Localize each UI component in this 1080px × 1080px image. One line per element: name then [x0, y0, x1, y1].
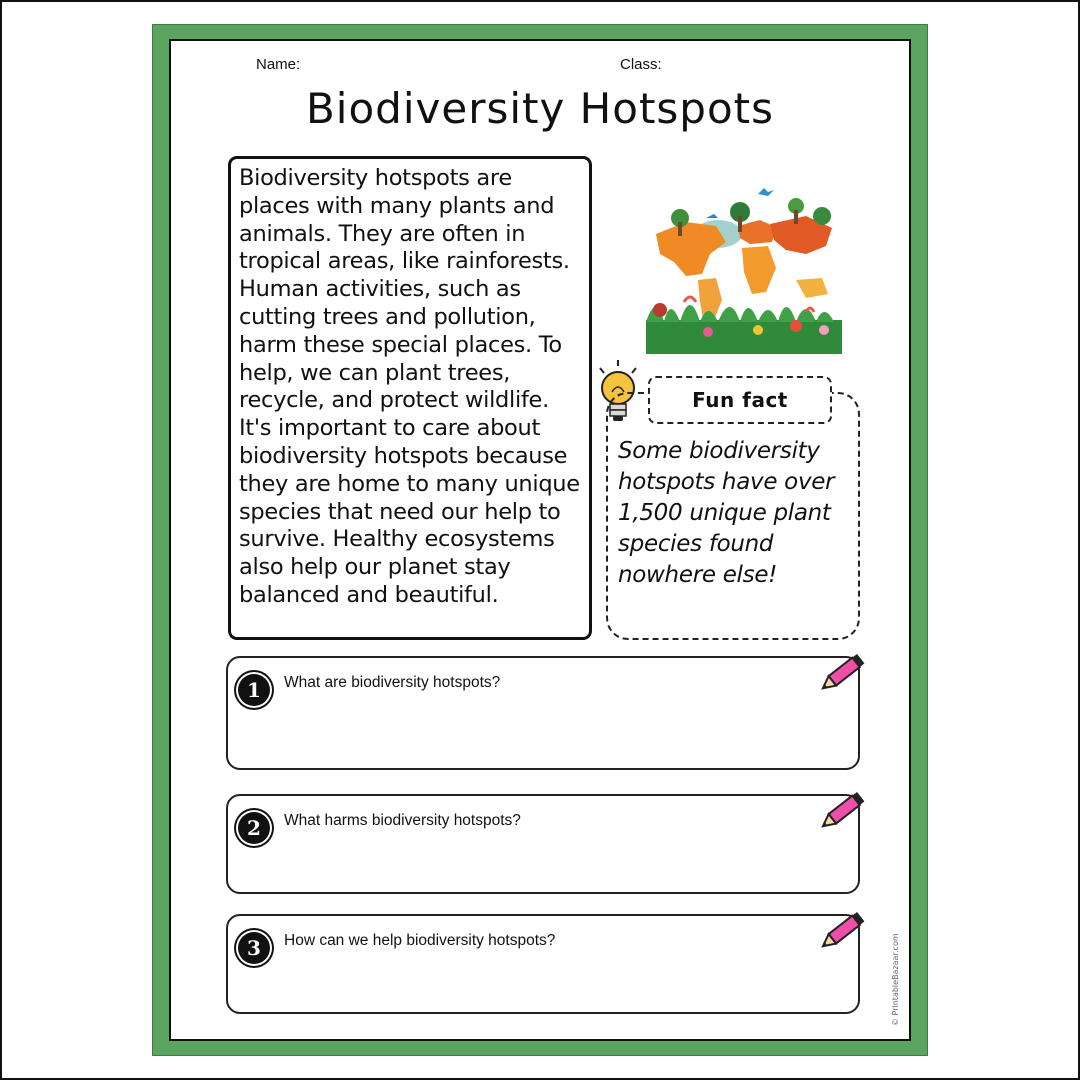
question-box-2[interactable] [226, 794, 860, 894]
question-text: What harms biodiversity hotspots? [284, 812, 521, 829]
question-box-3[interactable] [226, 914, 860, 1014]
question-text: How can we help biodiversity hotspots? [284, 932, 556, 949]
question-text: What are biodiversity hotspots? [284, 674, 501, 691]
pencil-icon [816, 786, 872, 836]
fun-fact-heading: Fun fact [648, 376, 832, 424]
copyright-text: © PrintableBazaar.com [891, 933, 900, 1026]
reading-passage-text: Biodiversity hotspots are places with many plants and animals. They are often in tropical areas, like rainforests. Human activities, such as cutting trees and pollution, harm these special places. To help, we can plant trees, recycle, and protect wildlife. It's important to care about biodiversity hotspots because they are home to many unique species that need our help to survive. Healthy ecosystems also help our planet stay balanced and beautiful. [239, 165, 580, 608]
name-label: Name: [256, 56, 301, 73]
question-number-badge: 1 [238, 674, 270, 706]
question-number-badge: 2 [238, 812, 270, 844]
question-box-1[interactable] [226, 656, 860, 770]
pencil-icon [816, 906, 872, 956]
class-label: Class: [620, 56, 662, 73]
world-map-illustration [646, 182, 842, 354]
page-title: Biodiversity Hotspots [305, 84, 775, 133]
reading-passage-box [228, 156, 592, 640]
question-number-badge: 3 [238, 932, 270, 964]
fun-fact-text: Some biodiversity hotspots have over 1,500 unique plant species found nowhere else! [618, 438, 835, 588]
pencil-icon [816, 648, 872, 698]
